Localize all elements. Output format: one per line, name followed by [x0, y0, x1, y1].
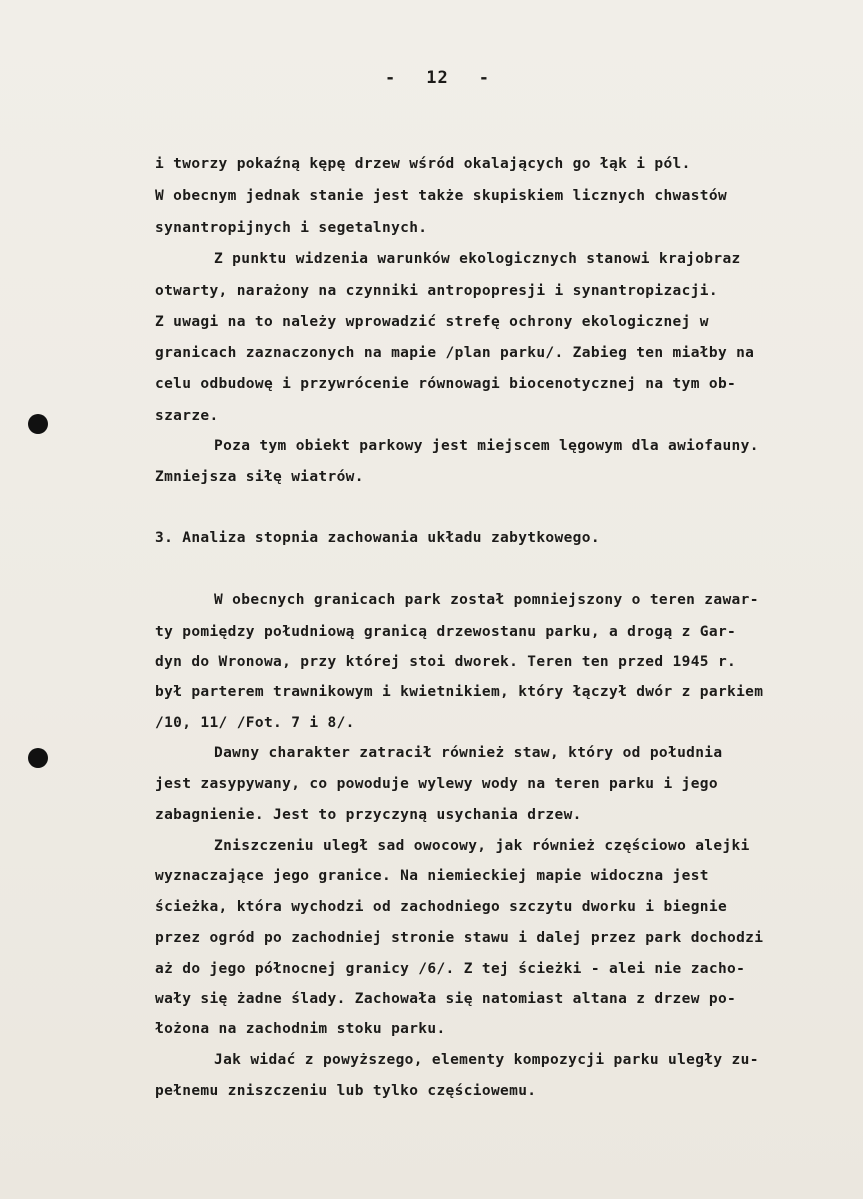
text-line: był parterem trawnikowym i kwietnikiem, który łączył dwór z parkiem: [155, 684, 764, 700]
text-line: aż do jego północnej granicy /6/. Z tej ścieżki - alei nie zacho-: [155, 961, 746, 977]
page-number-value: 12: [426, 68, 449, 88]
punch-hole-top: [28, 414, 48, 434]
section-heading: 3. Analiza stopnia zachowania układu zabytkowego.: [155, 530, 600, 546]
text-line: wały się żadne ślady. Zachowała się natomiast altana z drzew po-: [155, 991, 737, 1007]
text-line: otwarty, narażony na czynniki antropopresji i synantropizacji.: [155, 283, 718, 299]
page-number: [385, 68, 545, 88]
text-line: Jak widać z powyższego, elementy kompozycji parku uległy zu-: [214, 1052, 759, 1068]
text-line: synantropijnych i segetalnych.: [155, 220, 428, 236]
text-line: szarze.: [155, 408, 219, 424]
text-line: łożona na zachodnim stoku parku.: [155, 1021, 446, 1037]
punch-hole-bottom: [28, 748, 48, 768]
text-line: przez ogród po zachodniej stronie stawu i dalej przez park dochodzi: [155, 930, 764, 946]
text-line: zabagnienie. Jest to przyczyną usychania drzew.: [155, 807, 582, 823]
text-line: Dawny charakter zatracił również staw, który od południa: [214, 745, 723, 761]
page-number-dash-left: -: [385, 68, 397, 88]
text-line: Zniszczeniu uległ sad owocowy, jak również częściowo alejki: [214, 838, 750, 854]
page-number-dash-right: -: [478, 68, 490, 88]
text-line: W obecnych granicach park został pomniejszony o teren zawar-: [214, 592, 759, 608]
text-line: ścieżka, która wychodzi od zachodniego szczytu dworku i biegnie: [155, 899, 728, 915]
text-line: Zmniejsza siłę wiatrów.: [155, 469, 364, 485]
text-line: W obecnym jednak stanie jest także skupiskiem licznych chwastów: [155, 188, 728, 204]
text-line: jest zasypywany, co powoduje wylewy wody na teren parku i jego: [155, 776, 718, 792]
text-line: ty pomiędzy południową granicą drzewostanu parku, a drogą z Gar-: [155, 624, 737, 640]
text-line: celu odbudowę i przywrócenie równowagi biocenotycznej na tym ob-: [155, 376, 737, 392]
text-line: Poza tym obiekt parkowy jest miejscem lęgowym dla awiofauny.: [214, 438, 759, 454]
text-line: /10, 11/ /Fot. 7 i 8/.: [155, 715, 355, 731]
text-line: wyznaczające jego granice. Na niemieckiej mapie widoczna jest: [155, 868, 709, 884]
text-line: Z uwagi na to należy wprowadzić strefę ochrony ekologicznej w: [155, 314, 709, 330]
text-line: granicach zaznaczonych na mapie /plan parku/. Zabieg ten miałby na: [155, 345, 755, 361]
text-line: Z punktu widzenia warunków ekologicznych stanowi krajobraz: [214, 251, 741, 267]
text-line: dyn do Wronowa, przy której stoi dworek. Teren ten przed 1945 r.: [155, 654, 737, 670]
text-line: i tworzy pokaźną kępę drzew wśród okalających go łąk i pól.: [155, 156, 691, 172]
text-line: pełnemu zniszczeniu lub tylko częściowemu.: [155, 1083, 537, 1099]
